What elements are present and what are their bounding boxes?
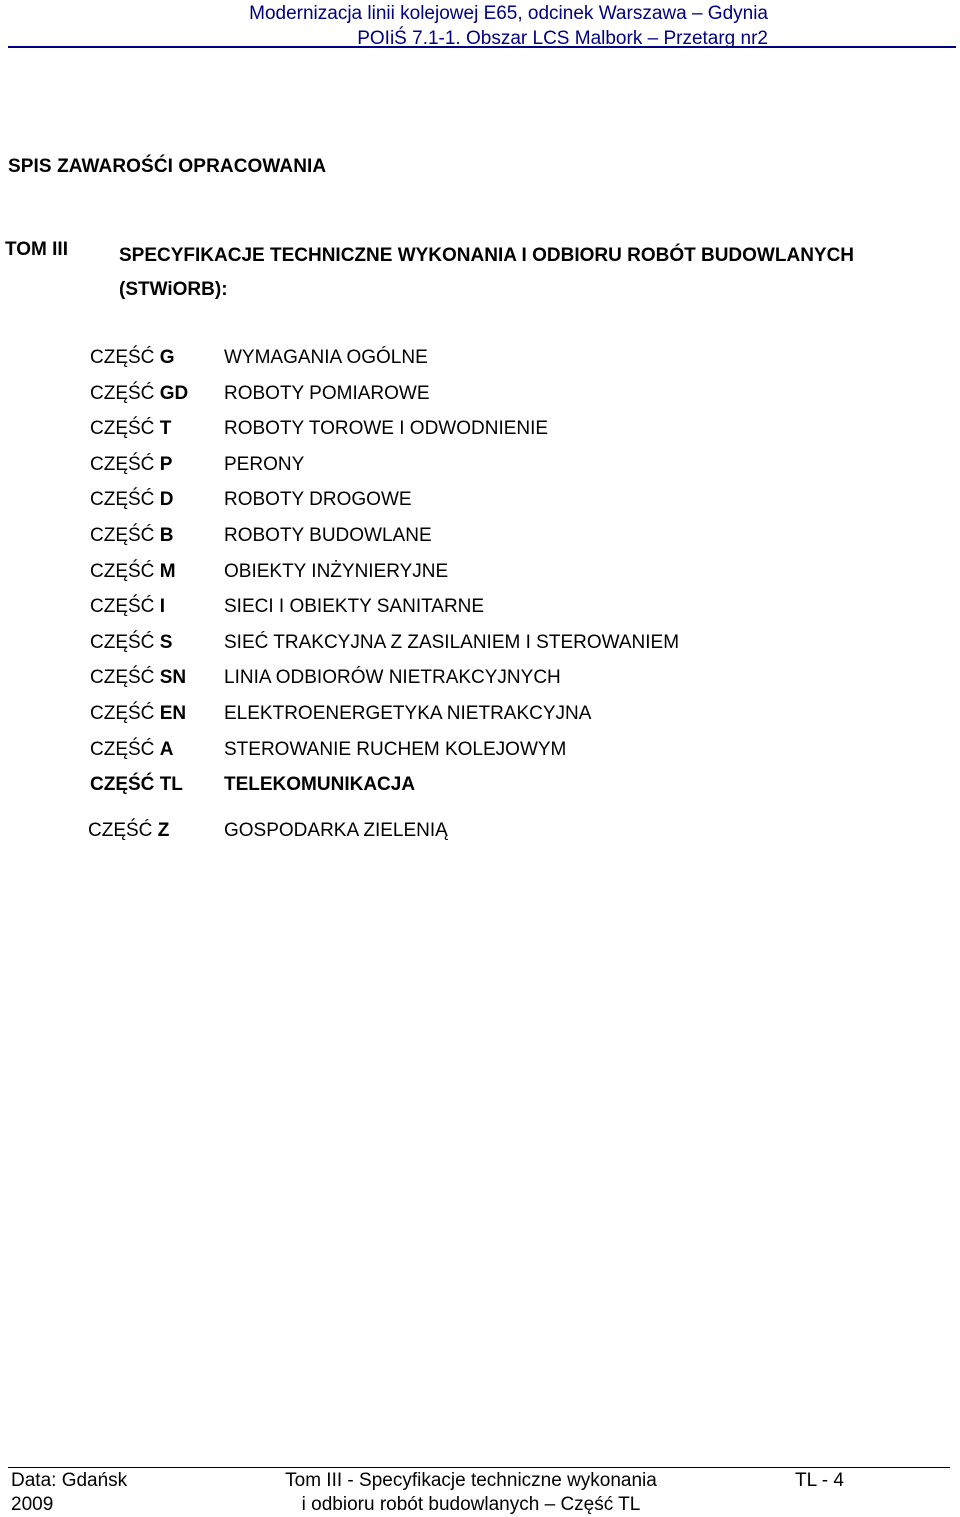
header-project-title: Modernizacja linii kolejowej E65, odcinek Warszawa – Gdynia	[249, 3, 768, 24]
toc-part-label: CZĘŚĆ B	[90, 524, 174, 546]
footer-volume-info	[256, 1469, 686, 1517]
header-tender-info: POIiŚ 7.1-1. Obszar LCS Malbork – Przetarg nr2	[357, 28, 768, 49]
toc-part-title: WYMAGANIA OGÓLNE	[224, 347, 428, 368]
footer-volume-line1: Tom III - Specyfikacje techniczne wykonania	[285, 1470, 657, 1491]
toc-part-title: OBIEKTY INŻYNIERYJNE	[224, 560, 449, 582]
document-title: SPIS ZAWAROŚĆI OPRACOWANIA	[8, 156, 327, 177]
toc-part-title: ROBOTY TOROWE I ODWODNIENIE	[224, 418, 549, 440]
toc-part-label: CZĘŚĆ SN	[90, 667, 187, 689]
toc-part-title: SIECI I OBIEKTY SANITARNE	[224, 596, 485, 618]
toc-part-title: LINIA ODBIORÓW NIETRAKCYJNYCH	[224, 667, 561, 689]
toc-part-label: CZĘŚĆ A	[90, 738, 174, 760]
toc-part-label: CZĘŚĆ Z	[88, 819, 170, 841]
header-divider	[8, 46, 956, 48]
toc-part-label: CZĘŚĆ TL	[90, 774, 183, 796]
toc-part-label: CZĘŚĆ S	[90, 631, 173, 653]
toc-part-label: CZĘŚĆ M	[90, 560, 176, 582]
volume-description	[119, 239, 919, 307]
toc-part-label: CZĘŚĆ I	[90, 596, 165, 618]
toc-part-title: SIEĆ TRAKCYJNA Z ZASILANIEM I STEROWANIEM	[224, 631, 680, 653]
page-header	[249, 0, 768, 51]
toc-part-label: CZĘŚĆ GD	[90, 382, 189, 404]
footer-year: 2009	[11, 1494, 54, 1515]
toc-part-title: ROBOTY POMIAROWE	[224, 382, 430, 404]
toc-part-title: ROBOTY BUDOWLANE	[224, 524, 432, 546]
toc-part-title: ELEKTROENERGETYKA NIETRAKCYJNA	[224, 702, 592, 724]
footer-volume-line2: i odbioru robót budowlanych – Część TL	[301, 1494, 641, 1515]
footer-divider	[8, 1467, 950, 1468]
toc-part-title: GOSPODARKA ZIELENIĄ	[224, 819, 448, 841]
page-number: TL - 4	[795, 1470, 844, 1491]
volume-description-line1: SPECYFIKACJE TECHNICZNE WYKONANIA I ODBIORU ROBÓT BUDOWLANYCH	[119, 245, 855, 266]
footer-date	[11, 1469, 127, 1517]
toc-part-title: ROBOTY DROGOWE	[224, 489, 412, 511]
toc-part-label: CZĘŚĆ T	[90, 418, 172, 440]
footer-place: Data: Gdańsk	[11, 1470, 128, 1491]
toc-part-label: CZĘŚĆ G	[90, 347, 175, 368]
toc-part-label: CZĘŚĆ EN	[90, 702, 187, 724]
volume-label: TOM III	[5, 239, 68, 260]
toc-part-title: STEROWANIE RUCHEM KOLEJOWYM	[224, 738, 567, 760]
toc-part-label: CZĘŚĆ D	[90, 489, 174, 511]
toc-part-title: PERONY	[224, 453, 305, 475]
volume-description-line2: (STWiORB):	[119, 279, 228, 300]
toc-part-title: TELEKOMUNIKACJA	[224, 774, 416, 796]
toc-part-label: CZĘŚĆ P	[90, 453, 173, 475]
